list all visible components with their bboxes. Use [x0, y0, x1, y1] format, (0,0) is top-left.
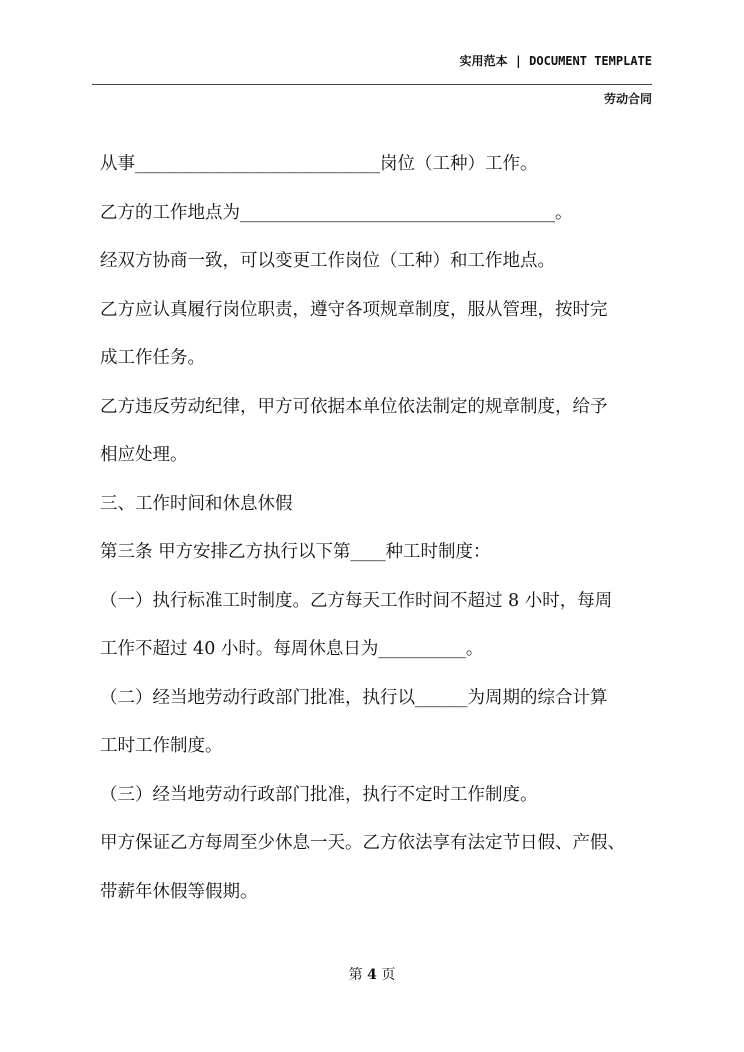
body-line: 甲方保证乙方每周至少休息一天。乙方依法享有法定节日假、产假、: [100, 833, 625, 853]
body-line: （三）经当地劳动行政部门批准，执行不定时工作制度。: [100, 784, 538, 805]
footer-prefix: 第: [348, 967, 363, 983]
body-line: （二）经当地劳动行政部门批准，执行以______为周期的综合计算: [100, 687, 608, 708]
header-brand: 实用范本 | DOCUMENT TEMPLATE: [459, 54, 652, 68]
section-heading: 三、工作时间和休息休假: [100, 493, 293, 514]
page-number: 4: [367, 967, 377, 983]
body-line: 乙方的工作地点为____________________________________。: [100, 202, 573, 223]
header-subtitle: 劳动合同: [603, 92, 652, 106]
body-line: 乙方违反劳动纪律，甲方可依据本单位依法制定的规章制度，给予: [100, 396, 608, 417]
header-divider: [92, 84, 652, 85]
body-line: 工作不超过 40 小时。每周休息日为__________。: [100, 639, 484, 659]
document-body: [100, 140, 656, 916]
footer-suffix: 页: [381, 967, 396, 983]
body-line: 乙方应认真履行岗位职责，遵守各项规章制度，服从管理，按时完: [100, 299, 608, 320]
page-footer: [0, 964, 744, 984]
body-line: （一）执行标准工时制度。乙方每天工作时间不超过 8 小时，每周: [100, 590, 613, 611]
body-line: 经双方协商一致，可以变更工作岗位（工种）和工作地点。: [100, 251, 555, 271]
body-line: 带薪年休假等假期。: [100, 881, 258, 902]
body-line: 成工作任务。: [100, 348, 205, 368]
body-line: 从事____________________________岗位（工种）工作。: [100, 154, 538, 174]
body-line: 工时工作制度。: [100, 736, 223, 756]
body-line: 第三条 甲方安排乙方执行以下第____种工时制度：: [100, 542, 491, 562]
body-line: 相应处理。: [100, 445, 188, 465]
